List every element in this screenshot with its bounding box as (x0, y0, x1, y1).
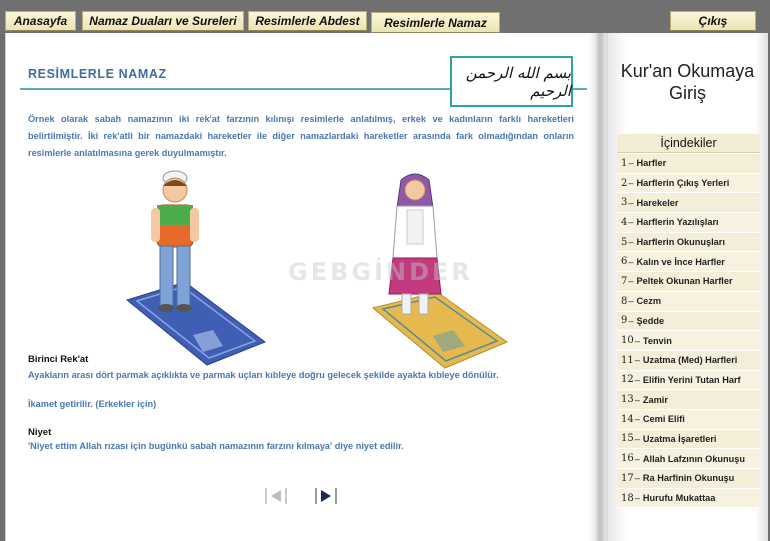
toc-number: 15 (621, 433, 634, 445)
nav-resimlerle-namaz-button[interactable]: Resimlerle Namaz (371, 12, 500, 33)
exit-button[interactable]: Çıkış (670, 11, 756, 31)
toc-number: 3 (621, 197, 628, 209)
toc-label: Kalın ve İnce Harfler (636, 256, 725, 267)
toc-label: Hurufu Mukattaa (642, 493, 716, 504)
basmala-calligraphy (450, 56, 573, 107)
toc-number: 16 (621, 453, 634, 465)
toc-label: Zamir (642, 394, 668, 405)
watermark-text: GEBGİNDER (288, 258, 473, 286)
arrow-left-icon (264, 486, 288, 506)
toc-item-cikis-yerleri[interactable]: 2 – Harflerin Çıkış Yerleri (617, 174, 760, 194)
toc-number: 11 (621, 354, 634, 366)
toc-item-peltek[interactable]: 7 – Peltek Okunan Harfler (617, 272, 760, 292)
previous-page-button[interactable] (264, 485, 288, 507)
toc-list (617, 154, 760, 508)
toc-label: Uzatma (Med) Harfleri (642, 355, 738, 366)
section-text-first-rekat: Ayakların arası dört parmak açıklıkta ve parmak uçları kıbleye doğru gelecek şekilde ayakta kıbleye dönülür. (28, 370, 499, 380)
intro-paragraph: Örnek olarak sabah namazının iki rek'at farzının kılınışı resimlerle anlatılmış, erkek ve kadınların farklı hareketleri belirtilmiştir. İki rek'atli bir namazdaki hareketler ile diğer namazlardaki hareketler arasında fark olmadığından onların resimlerle anlatılmasına gerek duyulmamıştır. (28, 114, 574, 158)
toc-number: 4 (621, 216, 628, 228)
toc-number: 5 (621, 236, 628, 248)
toc-item-harekeler[interactable]: 3 – Harekeler (617, 193, 760, 213)
ikamet-text: İkamet getirilir. (Erkekler için) (28, 399, 157, 409)
toc-label: Elifin Yerini Tutan Harf (642, 374, 741, 385)
arrow-right-icon (314, 486, 338, 506)
toc-number: 14 (621, 413, 634, 425)
niyet-text: 'Niyet ettim Allah rızası için bugünkü sabah namazının farzını kılmaya' diye niyet edilir. (28, 441, 404, 451)
nav-anasayfa-button[interactable]: Anasayfa (5, 11, 76, 31)
toc-label: Harflerin Okunuşları (636, 237, 725, 248)
toc-label: Cezm (636, 296, 662, 307)
toc-item-okunuslari[interactable]: 5 – Harflerin Okunuşları (617, 233, 760, 253)
toc-label: Harfler (636, 158, 667, 169)
toc-number: 13 (621, 394, 634, 406)
toc-title: İçindekiler (617, 134, 760, 153)
top-nav-bar (0, 0, 770, 34)
nav-resimlerle-abdest-button[interactable]: Resimlerle Abdest (248, 11, 367, 31)
toc-number: 8 (621, 295, 628, 307)
basmala-text: بسم الله الرحمن الرحيم (465, 63, 571, 100)
toc-label: Harekeler (636, 197, 679, 208)
toc-number: 1 (621, 157, 628, 169)
next-page-button[interactable] (314, 485, 338, 507)
toc-number: 7 (621, 275, 628, 287)
toc-label: Şedde (636, 315, 665, 326)
yellow-prayer-rug (373, 292, 507, 368)
toc-label: Allah Lafzının Okunuşu (642, 453, 745, 464)
toc-item-tenvin[interactable]: 10 – Tenvin (617, 331, 760, 351)
toc-item-hurufu-mukattaa[interactable]: 18 – Hurufu Mukattaa (617, 489, 760, 509)
toc-item-uzatma-harfleri[interactable]: 11 – Uzatma (Med) Harfleri (617, 351, 760, 371)
niyet-heading: Niyet (28, 427, 52, 438)
toc-number: 18 (621, 492, 634, 504)
toc-item-elifin-yerini[interactable]: 12 – Elifin Yerini Tutan Harf (617, 371, 760, 391)
toc-number: 10 (621, 335, 634, 347)
toc-number: 6 (621, 256, 628, 268)
toc-number: 9 (621, 315, 628, 327)
toc-label: Cemi Elifi (642, 414, 685, 425)
toc-item-ra-harfi[interactable]: 17 – Ra Harfinin Okunuşu (617, 469, 760, 489)
toc-item-yazilislari[interactable]: 4 – Harflerin Yazılışları (617, 213, 760, 233)
girl-figure (389, 174, 441, 314)
book-title-line1: Kur'an Okumaya (620, 61, 755, 81)
toc-label: Harflerin Çıkış Yerleri (636, 178, 730, 189)
toc-item-allah-lafzi[interactable]: 16 – Allah Lafzının Okunuşu (617, 449, 760, 469)
toc-label: Peltek Okunan Harfler (636, 276, 733, 287)
toc-item-zamir[interactable]: 13 – Zamir (617, 390, 760, 410)
book-title-line2: Giriş (669, 83, 706, 103)
toc-label: Uzatma İşaretleri (642, 433, 717, 444)
toc-item-kalin-ince[interactable]: 6 – Kalın ve İnce Harfler (617, 252, 760, 272)
toc-item-uzatma-isaretleri[interactable]: 15 – Uzatma İşaretleri (617, 430, 760, 450)
blue-prayer-rug (127, 282, 265, 365)
toc-label: Harflerin Yazılışları (636, 217, 719, 228)
toc-label: Ra Harfinin Okunuşu (642, 473, 735, 484)
nav-namaz-dualari-button[interactable]: Namaz Duaları ve Sureleri (82, 11, 244, 31)
toc-number: 12 (621, 374, 634, 386)
toc-number: 2 (621, 177, 628, 189)
toc-label: Tenvin (642, 335, 672, 346)
toc-item-sedde[interactable]: 9 – Şedde (617, 312, 760, 332)
toc-number: 17 (621, 472, 634, 484)
toc-item-cezm[interactable]: 8 – Cezm (617, 292, 760, 312)
book-title (610, 60, 765, 104)
book-spine (588, 33, 610, 541)
section-heading-first-rekat: Birinci Rek'at (28, 354, 89, 365)
page-title: RESİMLERLE NAMAZ (28, 67, 167, 81)
toc-item-harfler[interactable]: 1 – Harfler (617, 154, 760, 174)
toc-item-cemi-elifi[interactable]: 14 – Cemi Elifi (617, 410, 760, 430)
